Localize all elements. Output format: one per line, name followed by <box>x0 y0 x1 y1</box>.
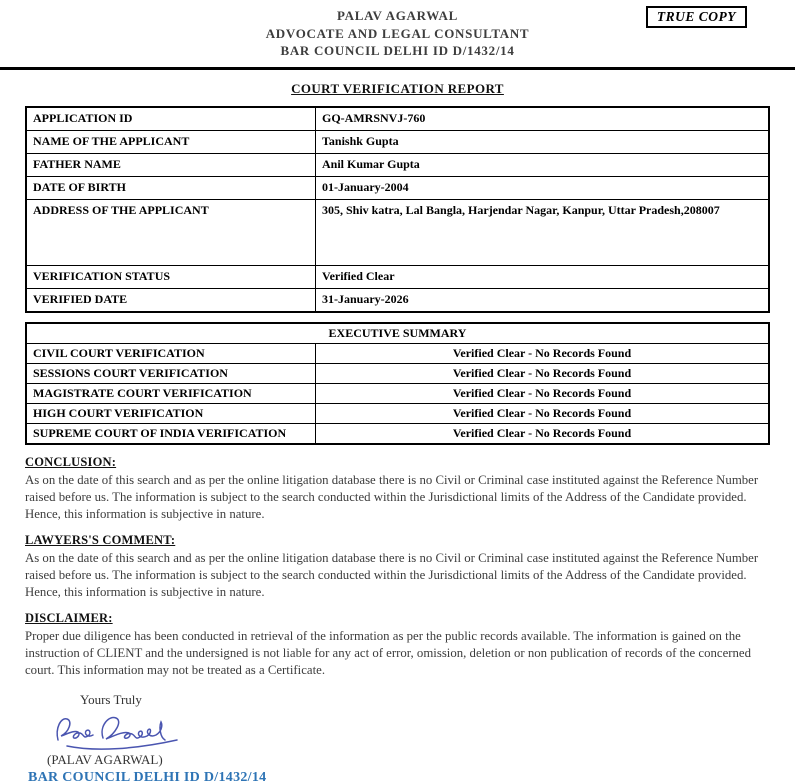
field-label: DATE OF BIRTH <box>26 176 316 199</box>
verification-result: Verified Clear - No Records Found <box>316 343 770 363</box>
section-heading: DISCLAIMER: <box>25 610 113 625</box>
section-body: As on the date of this search and as per the online litigation database there is no Civil or Criminal case instituted against the Reference Number raised before us. The information is subject to the search conducted within the Jurisdictional limits of the Address of the Candidate provided. Hence, this information is subjective in nature. <box>25 550 759 599</box>
field-value: 305, Shiv katra, Lal Bangla, Harjendar Nagar, Kanpur, Uttar Pradesh,208007 <box>316 199 770 265</box>
document-body <box>0 106 795 782</box>
field-value: GQ-AMRSNVJ-760 <box>316 107 770 131</box>
field-label: ADDRESS OF THE APPLICANT <box>26 199 316 265</box>
field-label: APPLICATION ID <box>26 107 316 131</box>
table-row <box>26 199 769 265</box>
verification-result: Verified Clear - No Records Found <box>316 383 770 403</box>
verification-result: Verified Clear - No Records Found <box>316 403 770 423</box>
report-title: COURT VERIFICATION REPORT <box>291 80 504 96</box>
field-label: FATHER NAME <box>26 153 316 176</box>
table-row <box>26 403 769 423</box>
section-heading: LAWYERS'S COMMENT: <box>25 532 176 547</box>
field-label: VERIFIED DATE <box>26 288 316 312</box>
table-row <box>26 130 769 153</box>
true-copy-stamp: TRUE COPY <box>646 6 747 28</box>
footer-bar-id: BAR COUNCIL DELHI ID D/1432/14 <box>28 769 267 782</box>
signatory-name: (PALAV AGARWAL) <box>47 751 163 767</box>
verification-type: HIGH COURT VERIFICATION <box>26 403 316 423</box>
advocate-title: ADVOCATE AND LEGAL CONSULTANT <box>265 25 530 41</box>
table-row <box>26 363 769 383</box>
table-row <box>26 423 769 444</box>
table-row <box>26 153 769 176</box>
table-header-row <box>26 323 769 344</box>
conclusion-section <box>25 454 770 523</box>
table-row <box>26 383 769 403</box>
verification-type: SUPREME COURT OF INDIA VERIFICATION <box>26 423 316 444</box>
signature-icon <box>51 710 186 752</box>
field-value: 31-January-2026 <box>316 288 770 312</box>
advocate-name: PALAV AGARWAL <box>337 8 458 23</box>
verification-type: SESSIONS COURT VERIFICATION <box>26 363 316 383</box>
header-divider <box>0 67 795 70</box>
section-body: Proper due diligence has been conducted in retrieval of the information as per the public records available. The information is gained on the instruction of CLIENT and the undersigned is not liable for any act of error, omission, deletion or non publication of records of the concerned court. This information may not be treated as a Certificate. <box>25 628 751 677</box>
closing-salutation: Yours Truly <box>80 691 142 707</box>
field-value: Anil Kumar Gupta <box>316 153 770 176</box>
verification-result: Verified Clear - No Records Found <box>316 423 770 444</box>
table-row <box>26 107 769 131</box>
executive-summary-table <box>25 322 770 445</box>
advocate-bar-id: BAR COUNCIL DELHI ID D/1432/14 <box>280 43 515 58</box>
table-row <box>26 288 769 312</box>
verification-result: Verified Clear - No Records Found <box>316 363 770 383</box>
applicant-table <box>25 106 770 313</box>
table-row <box>26 343 769 363</box>
field-label: VERIFICATION STATUS <box>26 265 316 288</box>
executive-summary-title: EXECUTIVE SUMMARY <box>26 323 769 344</box>
section-body: As on the date of this search and as per the online litigation database there is no Civil or Criminal case instituted against the Reference Number raised before us. The information is subject to the search conducted within the Jurisdictional limits of the Address of the Candidate provided. Hence, this information is subjective in nature. <box>25 472 759 521</box>
field-value: 01-January-2004 <box>316 176 770 199</box>
field-value: Tanishk Gupta <box>316 130 770 153</box>
disclaimer-section <box>25 610 770 679</box>
table-row <box>26 265 769 288</box>
verification-type: CIVIL COURT VERIFICATION <box>26 343 316 363</box>
signature <box>51 710 770 752</box>
section-heading: CONCLUSION: <box>25 454 117 469</box>
field-label: NAME OF THE APPLICANT <box>26 130 316 153</box>
field-value: Verified Clear <box>316 265 770 288</box>
table-row <box>26 176 769 199</box>
lawyers-comment-section <box>25 532 770 601</box>
verification-type: MAGISTRATE COURT VERIFICATION <box>26 383 316 403</box>
